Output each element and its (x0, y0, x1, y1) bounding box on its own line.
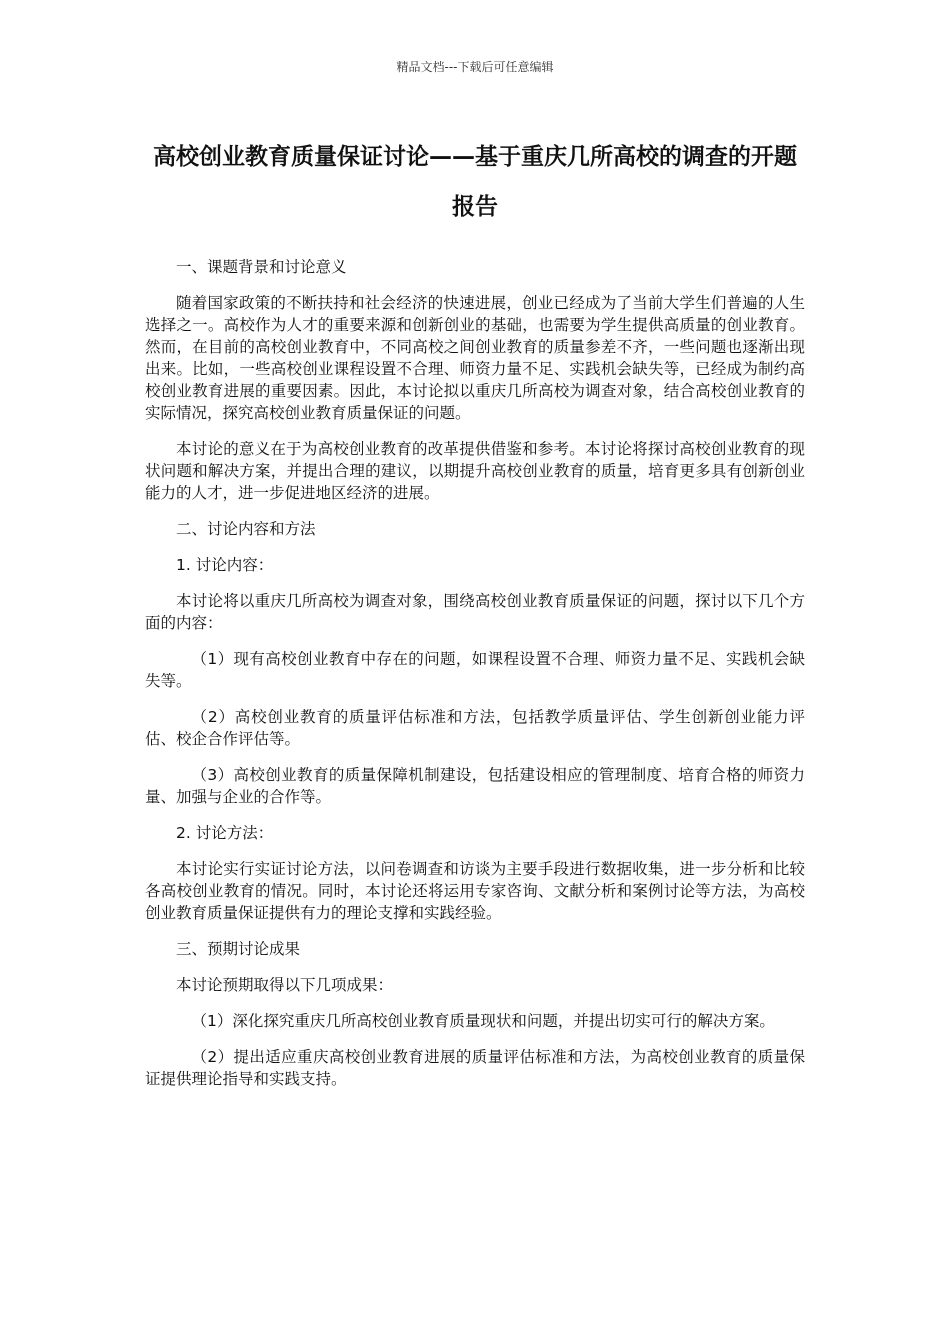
list-item: （2）高校创业教育的质量评估标准和方法，包括教学质量评估、学生创新创业能力评估、校企合作评估等。 (145, 708, 805, 748)
list-item: （1）深化探究重庆几所高校创业教育质量现状和问题，并提出切实可行的解决方案。 (191, 1012, 775, 1030)
paragraph-content-intro: 本讨论将以重庆几所高校为调查对象，围绕高校创业教育质量保证的问题，探讨以下几个方面的内容： (145, 592, 805, 632)
paragraph-methods: 本讨论实行实证讨论方法，以问卷调查和访谈为主要手段进行数据收集，进一步分析和比较各高校创业教育的情况。同时，本讨论还将运用专家咨询、文献分析和案例讨论等方法，为高校创业教育质量保证提供有力的理论支撑和实践经验。 (145, 860, 805, 922)
list-item: （2）提出适应重庆高校创业教育进展的质量评估标准和方法，为高校创业教育的质量保证提供理论指导和实践支持。 (145, 1048, 805, 1088)
subheading-methods: 2. 讨论方法： (176, 824, 274, 842)
list-item: （3）高校创业教育的质量保障机制建设，包括建设相应的管理制度、培育合格的师资力量、加强与企业的合作等。 (145, 766, 805, 806)
document-title: 高校创业教育质量保证讨论——基于重庆几所高校的调查的开题报告 (153, 144, 797, 220)
section-heading-expected-results: 三、预期讨论成果 (176, 940, 301, 958)
subheading-content: 1. 讨论内容： (176, 556, 274, 574)
section-heading-background: 一、课题背景和讨论意义 (176, 258, 347, 276)
paragraph-background: 随着国家政策的不断扶持和社会经济的快速进展，创业已经成为了当前大学生们普遍的人生选择之一。高校作为人才的重要来源和创新创业的基础，也需要为学生提供高质量的创业教育。然而，在目前的高校创业教育中，不同高校之间创业教育的质量参差不齐，一些问题也逐渐出现出来。比如，一些高校创业课程设置不合理、师资力量不足、实践机会缺失等，已经成为制约高校创业教育进展的重要因素。因此，本讨论拟以重庆几所高校为调查对象，结合高校创业教育的实际情况，探究高校创业教育质量保证的问题。 (145, 294, 805, 422)
paragraph-results-intro: 本讨论预期取得以下几项成果： (176, 976, 394, 994)
header-note: 精品文档---下载后可任意编辑 (396, 60, 554, 74)
document-body (145, 256, 805, 1104)
list-item: （1）现有高校创业教育中存在的问题，如课程设置不合理、师资力量不足、实践机会缺失等。 (145, 650, 805, 690)
paragraph-significance: 本讨论的意义在于为高校创业教育的改革提供借鉴和参考。本讨论将探讨高校创业教育的现状问题和解决方案，并提出合理的建议，以期提升高校创业教育的质量，培育更多具有创新创业能力的人才，进一步促进地区经济的进展。 (145, 440, 805, 502)
section-heading-content-methods: 二、讨论内容和方法 (176, 520, 316, 538)
